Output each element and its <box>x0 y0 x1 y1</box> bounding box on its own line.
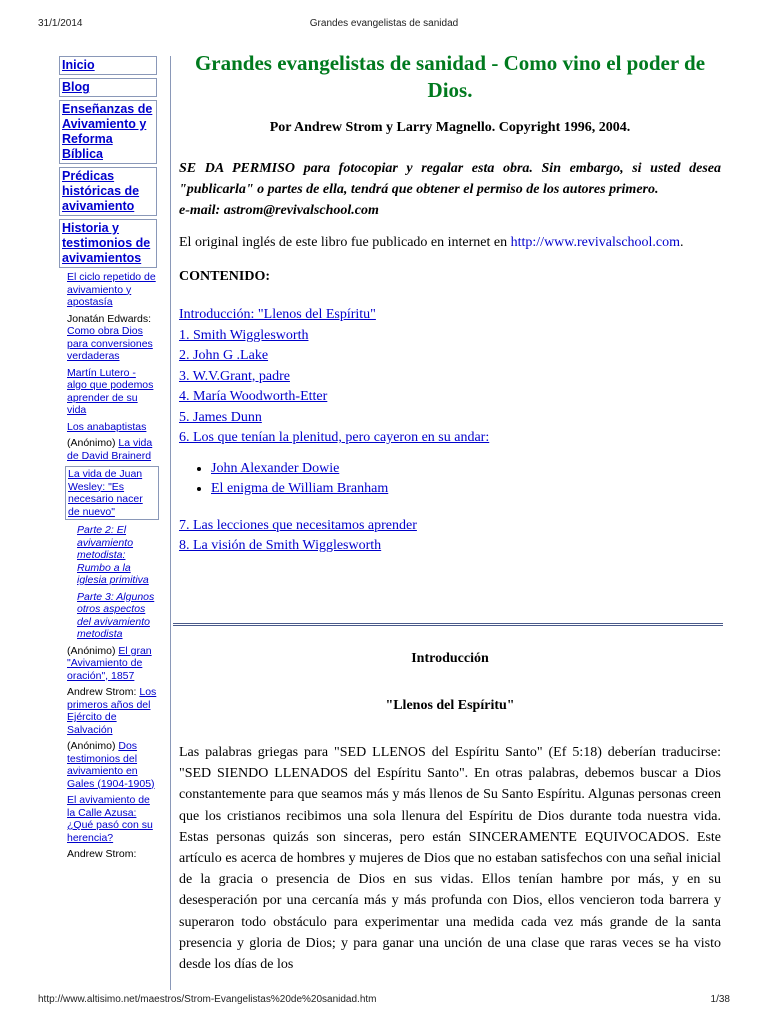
original-suffix: . <box>680 235 684 250</box>
toc-subitem <box>211 459 721 480</box>
toc-link[interactable]: 2. John G .Lake <box>179 348 269 363</box>
sidebar <box>55 56 163 990</box>
sidebar-subprefix: Andrew Strom: <box>67 686 140 698</box>
sidebar-sublink[interactable]: El avivamiento de la Calle Azusa: ¿Qué pasó con su herencia? <box>67 794 153 844</box>
print-page-number: 1/38 <box>710 994 730 1005</box>
intro-heading: Introducción <box>411 651 489 666</box>
table-of-contents-continued <box>179 516 721 557</box>
toc-item <box>179 305 721 326</box>
sidebar-sublink[interactable]: Parte 2: El avivamiento metodista: Rumbo a la iglesia primitiva <box>77 524 149 586</box>
sidebar-sublink[interactable]: Como obra Dios para conversiones verdaderas <box>67 325 153 362</box>
sidebar-subprefix: Jonatán Edwards: <box>67 312 152 325</box>
sidebar-subitem <box>65 466 159 520</box>
sidebar-subitem <box>65 645 159 683</box>
sidebar-sublink[interactable]: La vida de David Brainerd <box>67 437 153 462</box>
original-prefix: El original inglés de este libro fue publicado en internet en <box>179 235 511 250</box>
sidebar-subitem <box>65 848 159 861</box>
sidebar-subprefix: Andrew Strom: <box>67 848 137 860</box>
toc-link[interactable]: 8. La visión de Smith Wigglesworth <box>179 538 382 553</box>
sidebar-subitem <box>65 794 159 844</box>
print-title: Grandes evangelistas de sanidad <box>309 18 459 29</box>
source-link[interactable]: http://www.revivalschool.com <box>510 235 681 250</box>
sidebar-sublink[interactable]: El ciclo repetido de avivamiento y apostasía <box>67 271 156 308</box>
toc-item <box>179 536 721 557</box>
sidebar-divider <box>170 56 171 990</box>
sidebar-subitem <box>75 591 159 641</box>
sidebar-subitem <box>65 437 159 462</box>
sidebar-sublink[interactable]: El gran "Avivamiento de oración", 1857 <box>67 644 152 682</box>
toc-link[interactable]: 6. Los que tenían la plenitud, pero cayeron en su andar: <box>179 430 490 445</box>
toc-subitem <box>211 479 721 500</box>
toc-item <box>179 367 721 388</box>
sidebar-subitem <box>65 271 159 309</box>
sidebar-sublink[interactable]: Parte 3: Algunos otros aspectos del avivamiento metodista <box>77 590 155 640</box>
toc-item <box>179 516 721 537</box>
toc-link[interactable]: 3. W.V.Grant, padre <box>179 368 290 384</box>
byline: Por Andrew Strom y Larry Magnello. Copyright 1996, 2004. <box>269 120 631 135</box>
contact-email: e-mail: astrom@revivalschool.com <box>179 203 379 218</box>
sidebar-subitem <box>65 740 159 790</box>
sidebar-item-predicas[interactable]: Prédicas históricas de avivamiento <box>59 167 157 216</box>
toc-item <box>179 408 721 429</box>
toc-item <box>179 326 721 347</box>
section-divider <box>173 623 723 626</box>
toc-item <box>179 387 721 408</box>
contents-heading: CONTENIDO: <box>179 269 271 284</box>
sidebar-subitem <box>65 421 159 434</box>
sidebar-sublink[interactable]: Los anabaptistas <box>67 420 147 433</box>
print-url: http://www.altisimo.net/maestros/Strom-Evangelistas%20de%20sanidad.htm <box>38 994 377 1005</box>
intro-subheading: "Llenos del Espíritu" <box>385 698 515 713</box>
toc-link[interactable]: 5. James Dunn <box>179 409 262 425</box>
table-of-contents <box>179 305 721 449</box>
sidebar-subitem <box>65 367 159 417</box>
sidebar-sublink[interactable]: La vida de Juan Wesley: "Es necesario nacer de nuevo" <box>68 468 143 518</box>
sidebar-subprefix: (Anónimo) <box>67 740 119 752</box>
toc-link[interactable]: 4. María Woodworth-Etter <box>179 389 328 404</box>
sidebar-sublink[interactable]: Los primeros años del Ejército de Salvación <box>67 686 157 736</box>
sidebar-subprefix: (Anónimo) <box>67 437 119 449</box>
body-paragraph: Las palabras griegas para "SED LLENOS del Espíritu Santo" (Ef 5:18) deberían traducirse: "SED SIENDO LLENADOS del Espíritu Santo". En otras palabras, debemos buscar a Dios constantemente para que seamos más y más llenos de Su Santo Espíritu. Algunas personas creen que los cristianos recibimos una sola llenura del Espíritu de Dios durante toda nuestra vida. Estas personas quizás son sinceras, pero están SINCERAMENTE EQUIVOCADOS. Este artículo es acerca de hombres y mujeres de Dios que no estaban satisfechos con una señal inicial de la gracia o presencia de Dios en sus vidas. Ellos tenían hambre por más, y en su desesperación por una cercanía más y más profunda con Dios, ellos vencieron toda barrera y superaron todo obstáculo para experimentar una medida cada vez más grande de la santa presencia y gloria de Dios; y para ganar una unción de una clase que raras veces se ha visto desde los días de los <box>179 745 721 973</box>
sidebar-sublink[interactable]: Dos testimonios del avivamiento en Gales (1904-1905) <box>67 740 155 790</box>
sidebar-sublink[interactable]: Martín Lutero - algo que podemos aprender de su vida <box>67 366 154 416</box>
sidebar-item-historia[interactable]: Historia y testimonios de avivamientos <box>59 219 157 268</box>
toc-sublink[interactable]: El enigma de William Branham <box>211 481 389 496</box>
toc-link[interactable]: 1. Smith Wigglesworth <box>179 327 309 343</box>
sidebar-subitem <box>65 313 159 363</box>
original-source <box>179 235 721 251</box>
page-title: Grandes evangelistas de sanidad - Como vino el poder de Dios. <box>194 51 706 102</box>
print-date: 31/1/2014 <box>38 18 83 29</box>
sidebar-item-ensenanzas[interactable]: Enseñanzas de Avivamiento y Reforma Bíblica <box>59 100 157 164</box>
toc-link[interactable]: 7. Las lecciones que necesitamos aprender <box>179 517 417 533</box>
sidebar-item-blog[interactable]: Blog <box>59 78 157 97</box>
toc-item <box>179 346 721 367</box>
toc-item <box>179 428 721 449</box>
main-content <box>179 50 721 557</box>
toc-link[interactable]: Introducción: "Llenos del Espíritu" <box>179 307 376 322</box>
sidebar-subprefix: (Anónimo) <box>67 644 119 657</box>
sidebar-item-inicio[interactable]: Inicio <box>59 56 157 75</box>
permission-notice: SE DA PERMISO para fotocopiar y regalar esta obra. Sin embargo, si usted desea "publicarla" o partes de ella, tendrá que obtener el permiso de los autores primero. <box>179 161 721 197</box>
toc-sublink[interactable]: John Alexander Dowie <box>211 460 340 476</box>
sidebar-subitem <box>65 686 159 736</box>
sidebar-subitem <box>75 524 159 587</box>
toc-sublist <box>179 459 721 500</box>
